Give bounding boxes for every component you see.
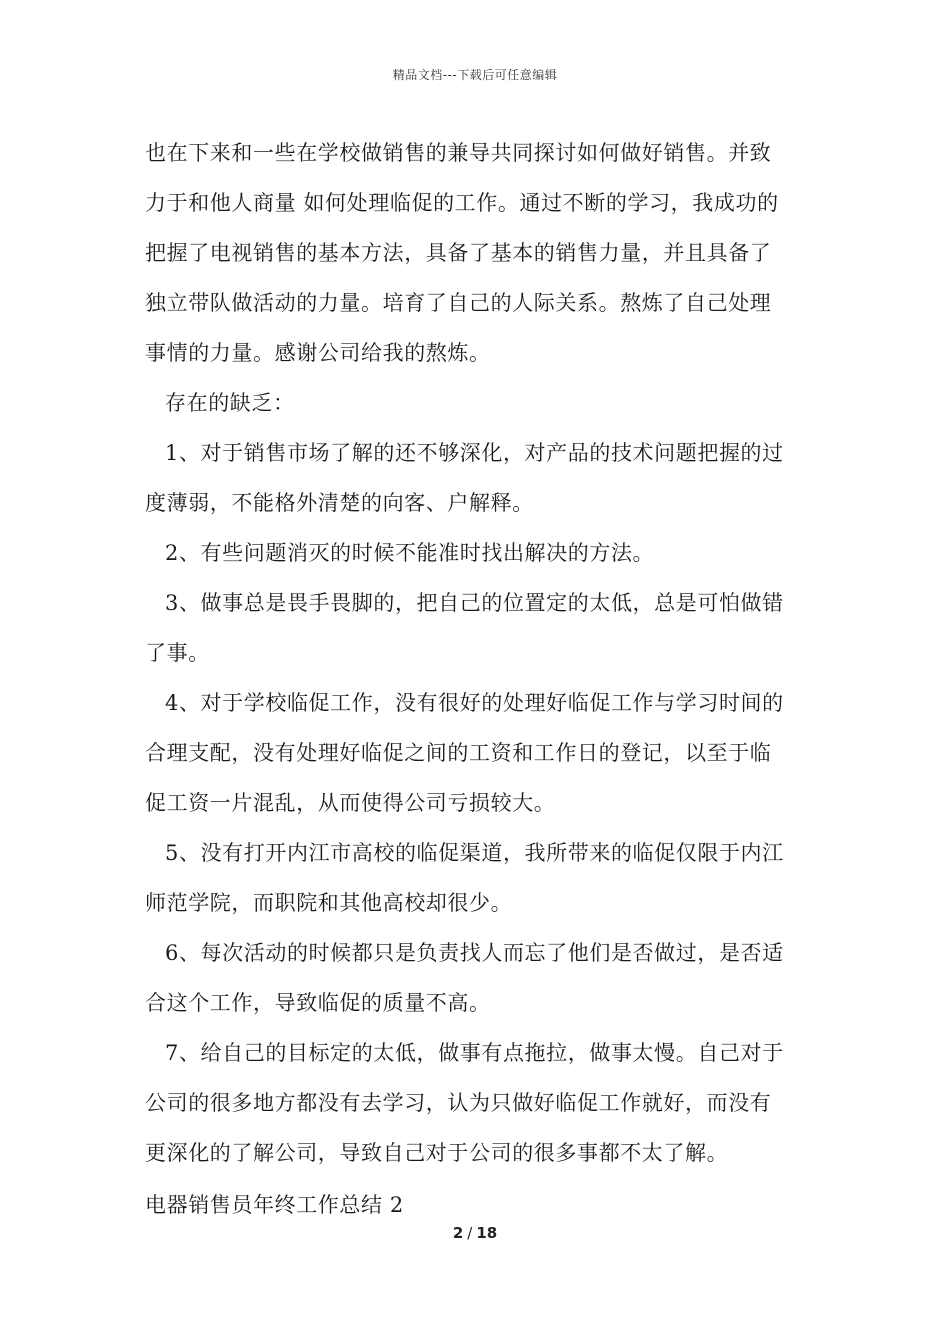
list-item-4-cont: 合理支配，没有处理好临促之间的工资和工作日的登记，以至于临 bbox=[145, 741, 772, 765]
list-item-7-cont: 更深化的了解公司，导致自己对于公司的很多事都不太了解。 bbox=[145, 1141, 729, 1165]
list-item-5: 5、没有打开内江市高校的临促渠道，我所带来的临促仅限于内江 bbox=[165, 841, 784, 865]
document-body bbox=[145, 128, 807, 1230]
page-separator: / bbox=[467, 1224, 473, 1242]
paragraph-line: 把握了电视销售的基本方法，具备了基本的销售力量，并且具备了 bbox=[145, 241, 772, 265]
list-item-6-cont: 合这个工作，导致临促的质量不高。 bbox=[145, 991, 491, 1015]
page-header: 精品文档---下载后可任意编辑 bbox=[392, 68, 558, 82]
list-item-7: 7、给自己的目标定的太低，做事有点拖拉，做事太慢。自己对于 bbox=[165, 1041, 784, 1065]
section-title: 电器销售员年终工作总结 2 bbox=[145, 1193, 404, 1217]
list-item-1-cont: 度薄弱，不能格外清楚的向客、户解释。 bbox=[145, 491, 534, 515]
section-heading-shortcomings: 存在的缺乏： bbox=[165, 391, 295, 415]
paragraph-line: 力于和他人商量 如何处理临促的工作。通过不断的学习，我成功的 bbox=[145, 191, 779, 215]
paragraph-line: 独立带队做活动的力量。培育了自己的人际关系。熬炼了自己处理 bbox=[145, 291, 772, 315]
paragraph-line: 事情的力量。感谢公司给我的熬炼。 bbox=[145, 341, 491, 365]
list-item-5-cont: 师范学院，而职院和其他高校却很少。 bbox=[145, 891, 513, 915]
list-item-7-cont: 公司的很多地方都没有去学习，认为只做好临促工作就好，而没有 bbox=[145, 1091, 772, 1115]
list-item-2: 2、有些问题消灭的时候不能准时找出解决的方法。 bbox=[165, 541, 655, 565]
list-item-6: 6、每次活动的时候都只是负责找人而忘了他们是否做过，是否适 bbox=[165, 941, 784, 965]
page-number bbox=[0, 1224, 950, 1242]
list-item-3-cont: 了事。 bbox=[145, 641, 210, 665]
total-pages: 18 bbox=[476, 1224, 498, 1242]
list-item-1: 1、对于销售市场了解的还不够深化，对产品的技术问题把握的过 bbox=[165, 441, 784, 465]
paragraph-line: 也在下来和一些在学校做销售的兼导共同探讨如何做好销售。并致 bbox=[145, 141, 772, 165]
list-item-4-cont: 促工资一片混乱，从而使得公司亏损较大。 bbox=[145, 791, 556, 815]
list-item-4: 4、对于学校临促工作，没有很好的处理好临促工作与学习时间的 bbox=[165, 691, 784, 715]
list-item-3: 3、做事总是畏手畏脚的，把自己的位置定的太低，总是可怕做错 bbox=[165, 591, 784, 615]
current-page: 2 bbox=[452, 1224, 464, 1242]
